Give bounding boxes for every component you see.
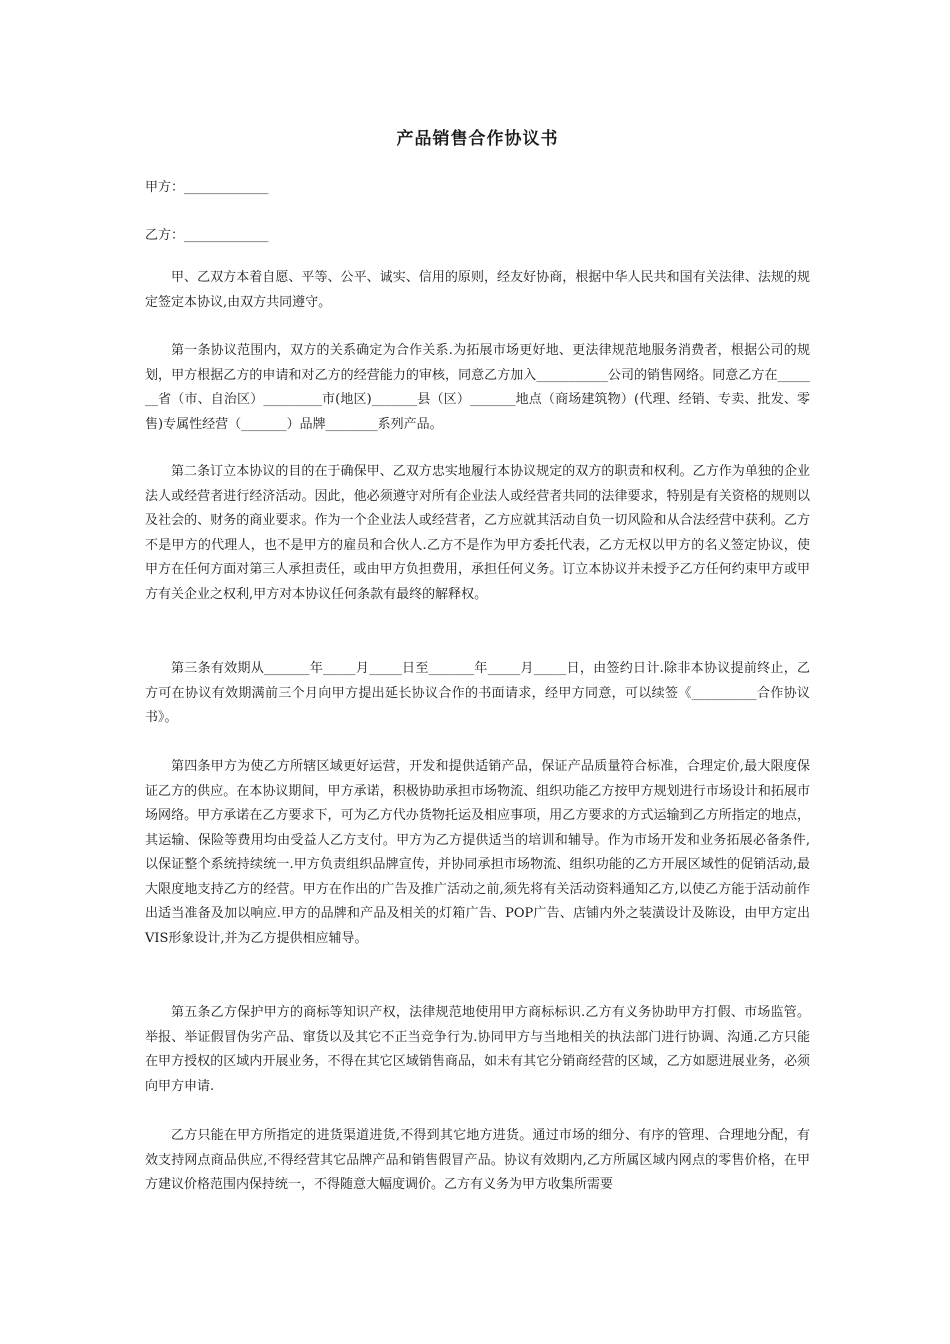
article-2-paragraph: 第二条订立本协议的目的在于确保甲、乙双方忠实地履行本协议规定的双方的职责和权利。乙方作为单独的企业法人或经营者进行经济活动。因此，他必须遵守对所有企业法人或经营者共同的法律要求，特别是有关资格的规则以及社会的、财务的商业要求。作为一个企业法人或经营者，乙方应就其活动自负一切风险和从合法经营中获利。乙方不是甲方的代理人，也不是甲方的雇员和合伙人.乙方不是作为甲方委托代表，乙方无权以甲方的名义签定协议，使甲方在任何方面对第三人承担责任，或由甲方负担费用，承担任何义务。订立本协议并未授予乙方任何约束甲方或甲方有关企业之权利,甲方对本协议任何条款有最终的解释权。 <box>145 464 810 602</box>
article-4-paragraph: 第四条甲方为使乙方所辖区域更好运营，开发和提供适销产品，保证产品质量符合标准，合理定价,最大限度保证乙方的供应。在本协议期间，甲方承诺，积极协助承担市场物流、组织功能乙方按甲方规划进行市场设计和拓展市场网络。甲方承诺在乙方要求下，可为乙方代办货物托运及相应事项，用乙方要求的方式运输到乙方所指定的地点，其运输、保险等费用均由受益人乙方支付。甲方为乙方提供适当的培训和辅导。作为市场开发和业务拓展必备条件,以保证整个系统持续统一.甲方负责组织品牌宣传，并协同承担市场物流、组织功能的乙方开展区域性的促销活动,最大限度地支持乙方的经营。甲方在作出的广告及推广活动之前,须先将有关活动资料通知乙方,以使乙方能于活动前作出适当准备及加以响应.甲方的品牌和产品及相关的灯箱广告、POP广告、店铺内外之装潢设计及陈设，由甲方定出VIS形象设计,并为乙方提供相应辅导。 <box>145 759 810 946</box>
intro-paragraph: 甲、乙双方本着自愿、平等、公平、诚实、信用的原则，经友好协商，根据中华人民共和国有关法律、法规的规定签定本协议,由双方共同遵守。 <box>145 270 810 310</box>
party-a-line: 甲方：_____________ <box>145 180 269 195</box>
paragraph-6: 乙方只能在甲方所指定的进货渠道进货,不得到其它地方进货。通过市场的细分、有序的管理、合理地分配，有效支持网点商品供应,不得经营其它品牌产品和销售假冒产品。协议有效期内,乙方所属区域内网点的零售价格，在甲方建议价格范围内保持统一，不得随意大幅度调价。乙方有义务为甲方收集所需要 <box>145 1128 810 1192</box>
party-b-line: 乙方：_____________ <box>145 228 269 243</box>
document-title: 产品销售合作协议书 <box>396 129 559 149</box>
article-3-paragraph: 第三条有效期从_______年_____月_____日至_______年_____月_____日，由签约日计.除非本协议提前终止，乙方可在协议有效期满前三个月向甲方提出延长协议合作的书面请求，经甲方同意，可以续签《__________合作协议书》。 <box>145 661 810 725</box>
article-5-paragraph: 第五条乙方保护甲方的商标等知识产权，法律规范地使用甲方商标标识.乙方有义务协助甲方打假、市场监管。举报、举证假冒伪劣产品、窜货以及其它不正当竞争行为.协同甲方与当地相关的执法部门进行协调、沟通.乙方只能在甲方授权的区域内开展业务，不得在其它区域销售商品，如未有其它分销商经营的区域，乙方如愿进展业务，必须向甲方申请. <box>145 1005 810 1094</box>
article-1-paragraph: 第一条协议范围内，双方的关系确定为合作关系.为拓展市场更好地、更法律规范地服务消费者，根据公司的规划，甲方根据乙方的申请和对乙方的经营能力的审核，同意乙方加入___________公司的销售网络。同意乙方在_______省（市、自治区）_________市(地区)_______县（区）_______地点（商场建筑物）(代理、经销、专卖、批发、零售)专属性经营（_______）品牌________系列产品。 <box>145 343 810 432</box>
